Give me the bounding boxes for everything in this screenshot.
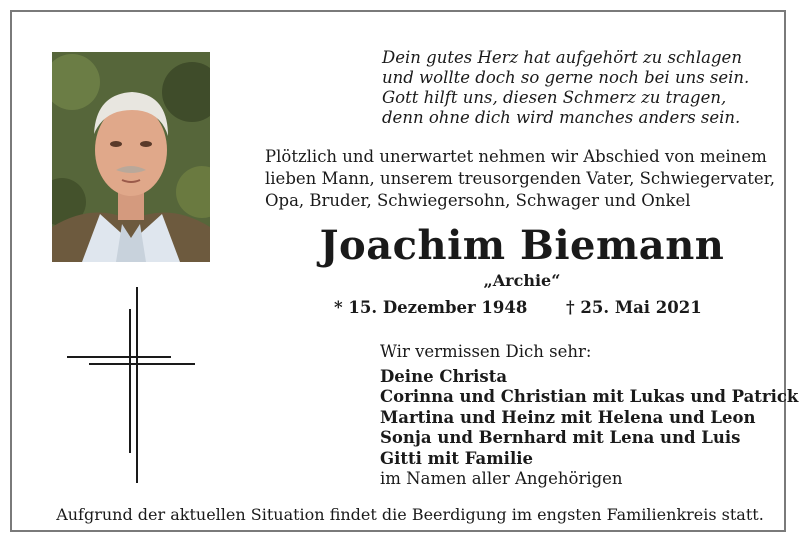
mourner-name: Deine Christa [380,366,508,386]
cross-icon [67,287,197,485]
mourner-name: Martina und Heinz mit Helena und Leon [380,407,756,427]
poem-line: und wollte doch so gerne noch bei uns sein. [382,68,750,87]
portrait-photo [52,52,210,262]
mourner-name: Sonja und Bernhard mit Lena und Luis [380,428,741,447]
mourner-name: Gitti mit Familie [380,448,533,468]
portrait-illustration [52,52,210,262]
poem [382,48,782,128]
mourners-closing: im Namen aller Angehörigen [380,469,623,488]
mourner-name: Corinna und Christian mit Lukas und Patrick [380,387,799,406]
obituary-notice [10,10,799,532]
mourners-block [380,342,799,490]
intro-line: lieben Mann, unserem treusorgenden Vater, Schwiegervater, [265,169,775,188]
mourners-heading: Wir vermissen Dich sehr: [380,342,592,361]
deceased-nickname: „Archie“ [483,271,561,290]
deceased-name: Joachim Biemann [319,222,725,269]
poem-line: denn ohne dich wird manches anders sein. [382,108,741,127]
funeral-note: Aufgrund der aktuellen Situation findet die Beerdigung im engsten Familienkreis statt. [56,505,764,524]
poem-line: Dein gutes Herz hat aufgehört zu schlagen [382,48,742,67]
intro-line: Opa, Bruder, Schwiegersohn, Schwager und Onkel [265,191,691,210]
intro-text [265,146,785,212]
birth-date: * 15. Dezember 1948 [334,298,528,317]
death-date: † 25. Mai 2021 [566,298,702,317]
poem-line: Gott hilft uns, diesen Schmerz zu tragen, [382,88,727,107]
intro-line: Plötzlich und unerwartet nehmen wir Abschied von meinem [265,147,767,166]
